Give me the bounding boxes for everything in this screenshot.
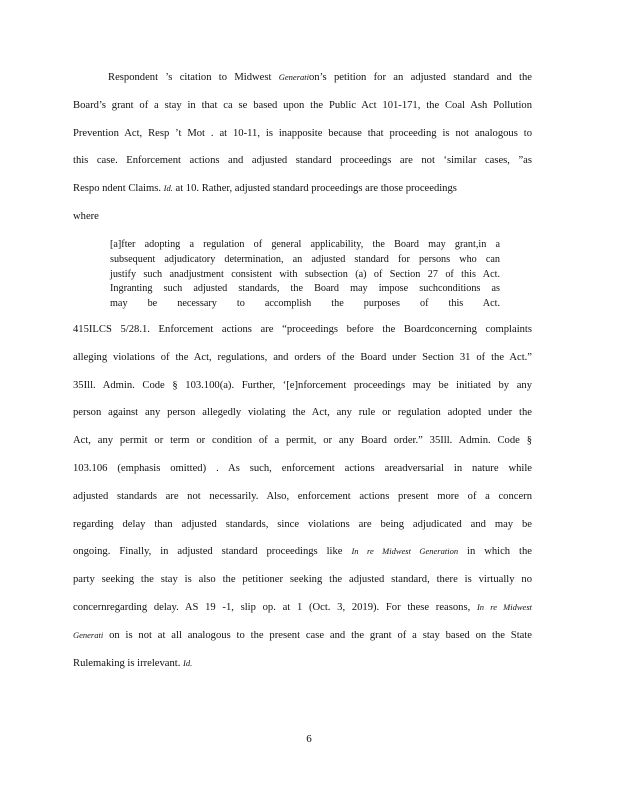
text-line: 35Ill. Admin. Code § 103.100(a). Further, ‘[e]nforcement proceedings may be initiated by any (73, 379, 532, 391)
paragraph-enforcement-actions (73, 316, 532, 677)
text-line: Generati on is not at all analogous to the present case and the grant of a stay based on the State (73, 629, 532, 641)
text-line: Respondent ’s citation to Midwest Generation’s petition for an adjusted standard and the (108, 72, 532, 83)
text-line: Rulemaking is irrelevant. Id. (73, 657, 193, 669)
quote-line: [a]fter adopting a regulation of general applicability, the Board may grant,in a (110, 239, 500, 250)
text-line: Board’s grant of a stay in that ca se based upon the Public Act 101-171, the Coal Ash Pollution (73, 99, 532, 111)
text-line: this case. Enforcement actions and adjusted standard proceedings are not ‘similar cases, ”as (73, 155, 532, 167)
text-line: Act, any permit or term or condition of a permit, or any Board order.” 35Ill. Admin. Code § (73, 435, 532, 447)
quote-line: justify such anadjustment consistent with subsection (a) of Section 27 of this Act. (110, 268, 500, 280)
text-line: regarding delay than adjusted standards, since violations are being adjudicated and may be (73, 518, 532, 530)
quote-line: may be necessary to accomplish the purposes of this Act. (110, 298, 500, 310)
text-line: concernregarding delay. AS 19 -1, slip op. at 1 (Oct. 3, 2019). For these reasons, In re Midwest (73, 601, 532, 613)
text-line: 103.106 (emphasis omitted) . As such, enforcement actions areadversarial in nature while (73, 462, 532, 474)
page-number: 6 (306, 733, 312, 745)
text-line: alleging violations of the Act, regulations, and orders of the Board under Section 31 of the Act.” (73, 351, 532, 363)
text-line: person against any person allegedly violating the Act, any rule or regulation adopted under the (73, 407, 532, 419)
block-quote-statute (110, 238, 500, 312)
text-line: 415ILCS 5/28.1. Enforcement actions are “proceedings before the Boardconcerning complaints (73, 324, 532, 335)
text-line: adjusted standards are not necessarily. Also, enforcement actions present more of a concern (73, 490, 532, 502)
text-line: Prevention Act, Resp ’t Mot . at 10-11, is inapposite because that proceeding is not analogous to (73, 127, 532, 139)
text-line: Respo ndent Claims. Id. at 10. Rather, adjusted standard proceedings are those proceedings (73, 183, 457, 195)
text-line: ongoing. Finally, in adjusted standard proceedings like In re Midwest Generation in which the (73, 546, 532, 558)
paragraph-respondent-citation (73, 64, 532, 231)
quote-line: Ingranting such adjusted standards, the Board may impose suchconditions as (110, 283, 500, 295)
text-line: where (73, 210, 99, 222)
text-line: party seeking the stay is also the petitioner seeking the adjusted standard, there is virtually no (73, 574, 532, 586)
quote-line: subsequent adjudicatory determination, an adjusted standard for persons who can (110, 253, 500, 265)
